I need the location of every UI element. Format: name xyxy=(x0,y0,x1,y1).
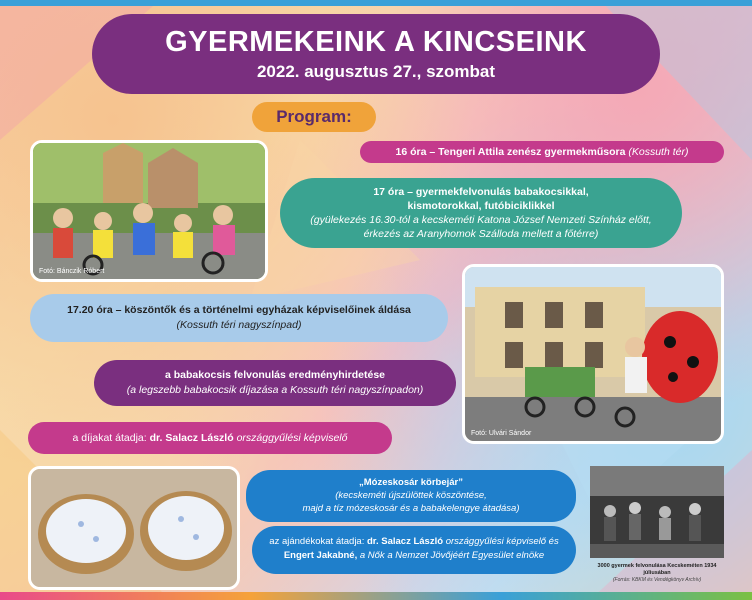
page-title: GYERMEKEINK A KINCSEINK xyxy=(165,26,587,58)
item-7-name-2: Engert Jakabné, xyxy=(283,550,358,561)
photo-ladybug-parade-image xyxy=(465,267,721,441)
item-5-role: országgyűlési képviselő xyxy=(236,432,348,444)
item-1-text: 16 óra – Tengeri Attila zenész gyermekműsora xyxy=(395,146,626,158)
item-2-title-line1: 17 óra – gyermekfelvonulás babakocsikkal, xyxy=(373,186,589,198)
photo-children-parade xyxy=(30,140,268,282)
program-item-1 xyxy=(360,141,724,163)
program-item-6 xyxy=(246,470,576,522)
photo-4-source: (Forrás: KBKM és Vendégkönyv Archív) xyxy=(612,577,702,583)
item-6-title: „Mózeskosár körbejár” xyxy=(358,477,463,488)
item-2-note-line1: (gyülekezés 16.30-tól a kecskeméti Katona József Nemzeti Színház előtt, xyxy=(310,214,652,226)
photo-moses-baskets xyxy=(28,466,240,590)
program-label: Program: xyxy=(252,102,376,132)
photo-credit: Fotó: Ulvári Sándor xyxy=(471,430,532,437)
event-header xyxy=(92,14,660,94)
program-item-7 xyxy=(252,526,576,574)
event-date: 2022. augusztus 27., szombat xyxy=(256,62,496,81)
item-7-name-1: dr. Salacz László xyxy=(367,536,444,547)
item-6-note-line1: (kecskeméti újszülöttek köszöntése, xyxy=(335,490,487,501)
top-accent-bar xyxy=(0,0,752,6)
item-3-title: 17.20 óra – köszöntők és a történelmi egyházak képviselőinek áldása xyxy=(67,304,411,316)
program-item-4 xyxy=(94,360,456,406)
program-item-3 xyxy=(30,294,448,342)
photo-moses-baskets-image xyxy=(31,469,237,587)
photo-children-parade-image xyxy=(33,143,265,279)
photo-historic-parade-image xyxy=(590,466,724,558)
item-1-location: (Kossuth tér) xyxy=(628,146,689,158)
item-4-note: (a legszebb babakocsik díjazása a Kossuth téri nagyszínpadon) xyxy=(126,384,424,396)
item-6-note-line2: majd a tíz mózeskosár és a babakelengye átadása) xyxy=(302,503,520,514)
photo-historic-parade xyxy=(590,466,724,583)
program-item-2 xyxy=(280,178,682,248)
program-item-5 xyxy=(28,422,392,454)
item-5-prefix: a díjakat átadja: xyxy=(72,432,147,444)
item-5-name: dr. Salacz László xyxy=(149,432,234,444)
bottom-accent-bar xyxy=(0,592,752,600)
item-7-prefix: az ajándékokat átadja: xyxy=(269,536,365,547)
photo-4-caption: 3000 gyermek felvonulása Kecskeméten 1934 júliusában xyxy=(597,563,717,576)
item-4-title: a babakocsis felvonulás eredményhirdetése xyxy=(164,369,385,381)
item-3-location: (Kossuth téri nagyszínpad) xyxy=(176,319,302,331)
item-2-note-line2: érkezés az Aranyhomok Szálloda mellett a főtérre) xyxy=(363,228,599,240)
photo-ladybug-parade xyxy=(462,264,724,444)
photo-credit: Fotó: Bánczik Róbert xyxy=(39,268,105,275)
item-7-role-2: a Nők a Nemzet Jövőjéért Egyesület elnöke xyxy=(359,550,545,561)
item-2-title-line2: kismotorokkal, futóbiciklikkel xyxy=(407,200,555,212)
item-7-role-1: országgyűlési képviselő és xyxy=(445,536,559,547)
